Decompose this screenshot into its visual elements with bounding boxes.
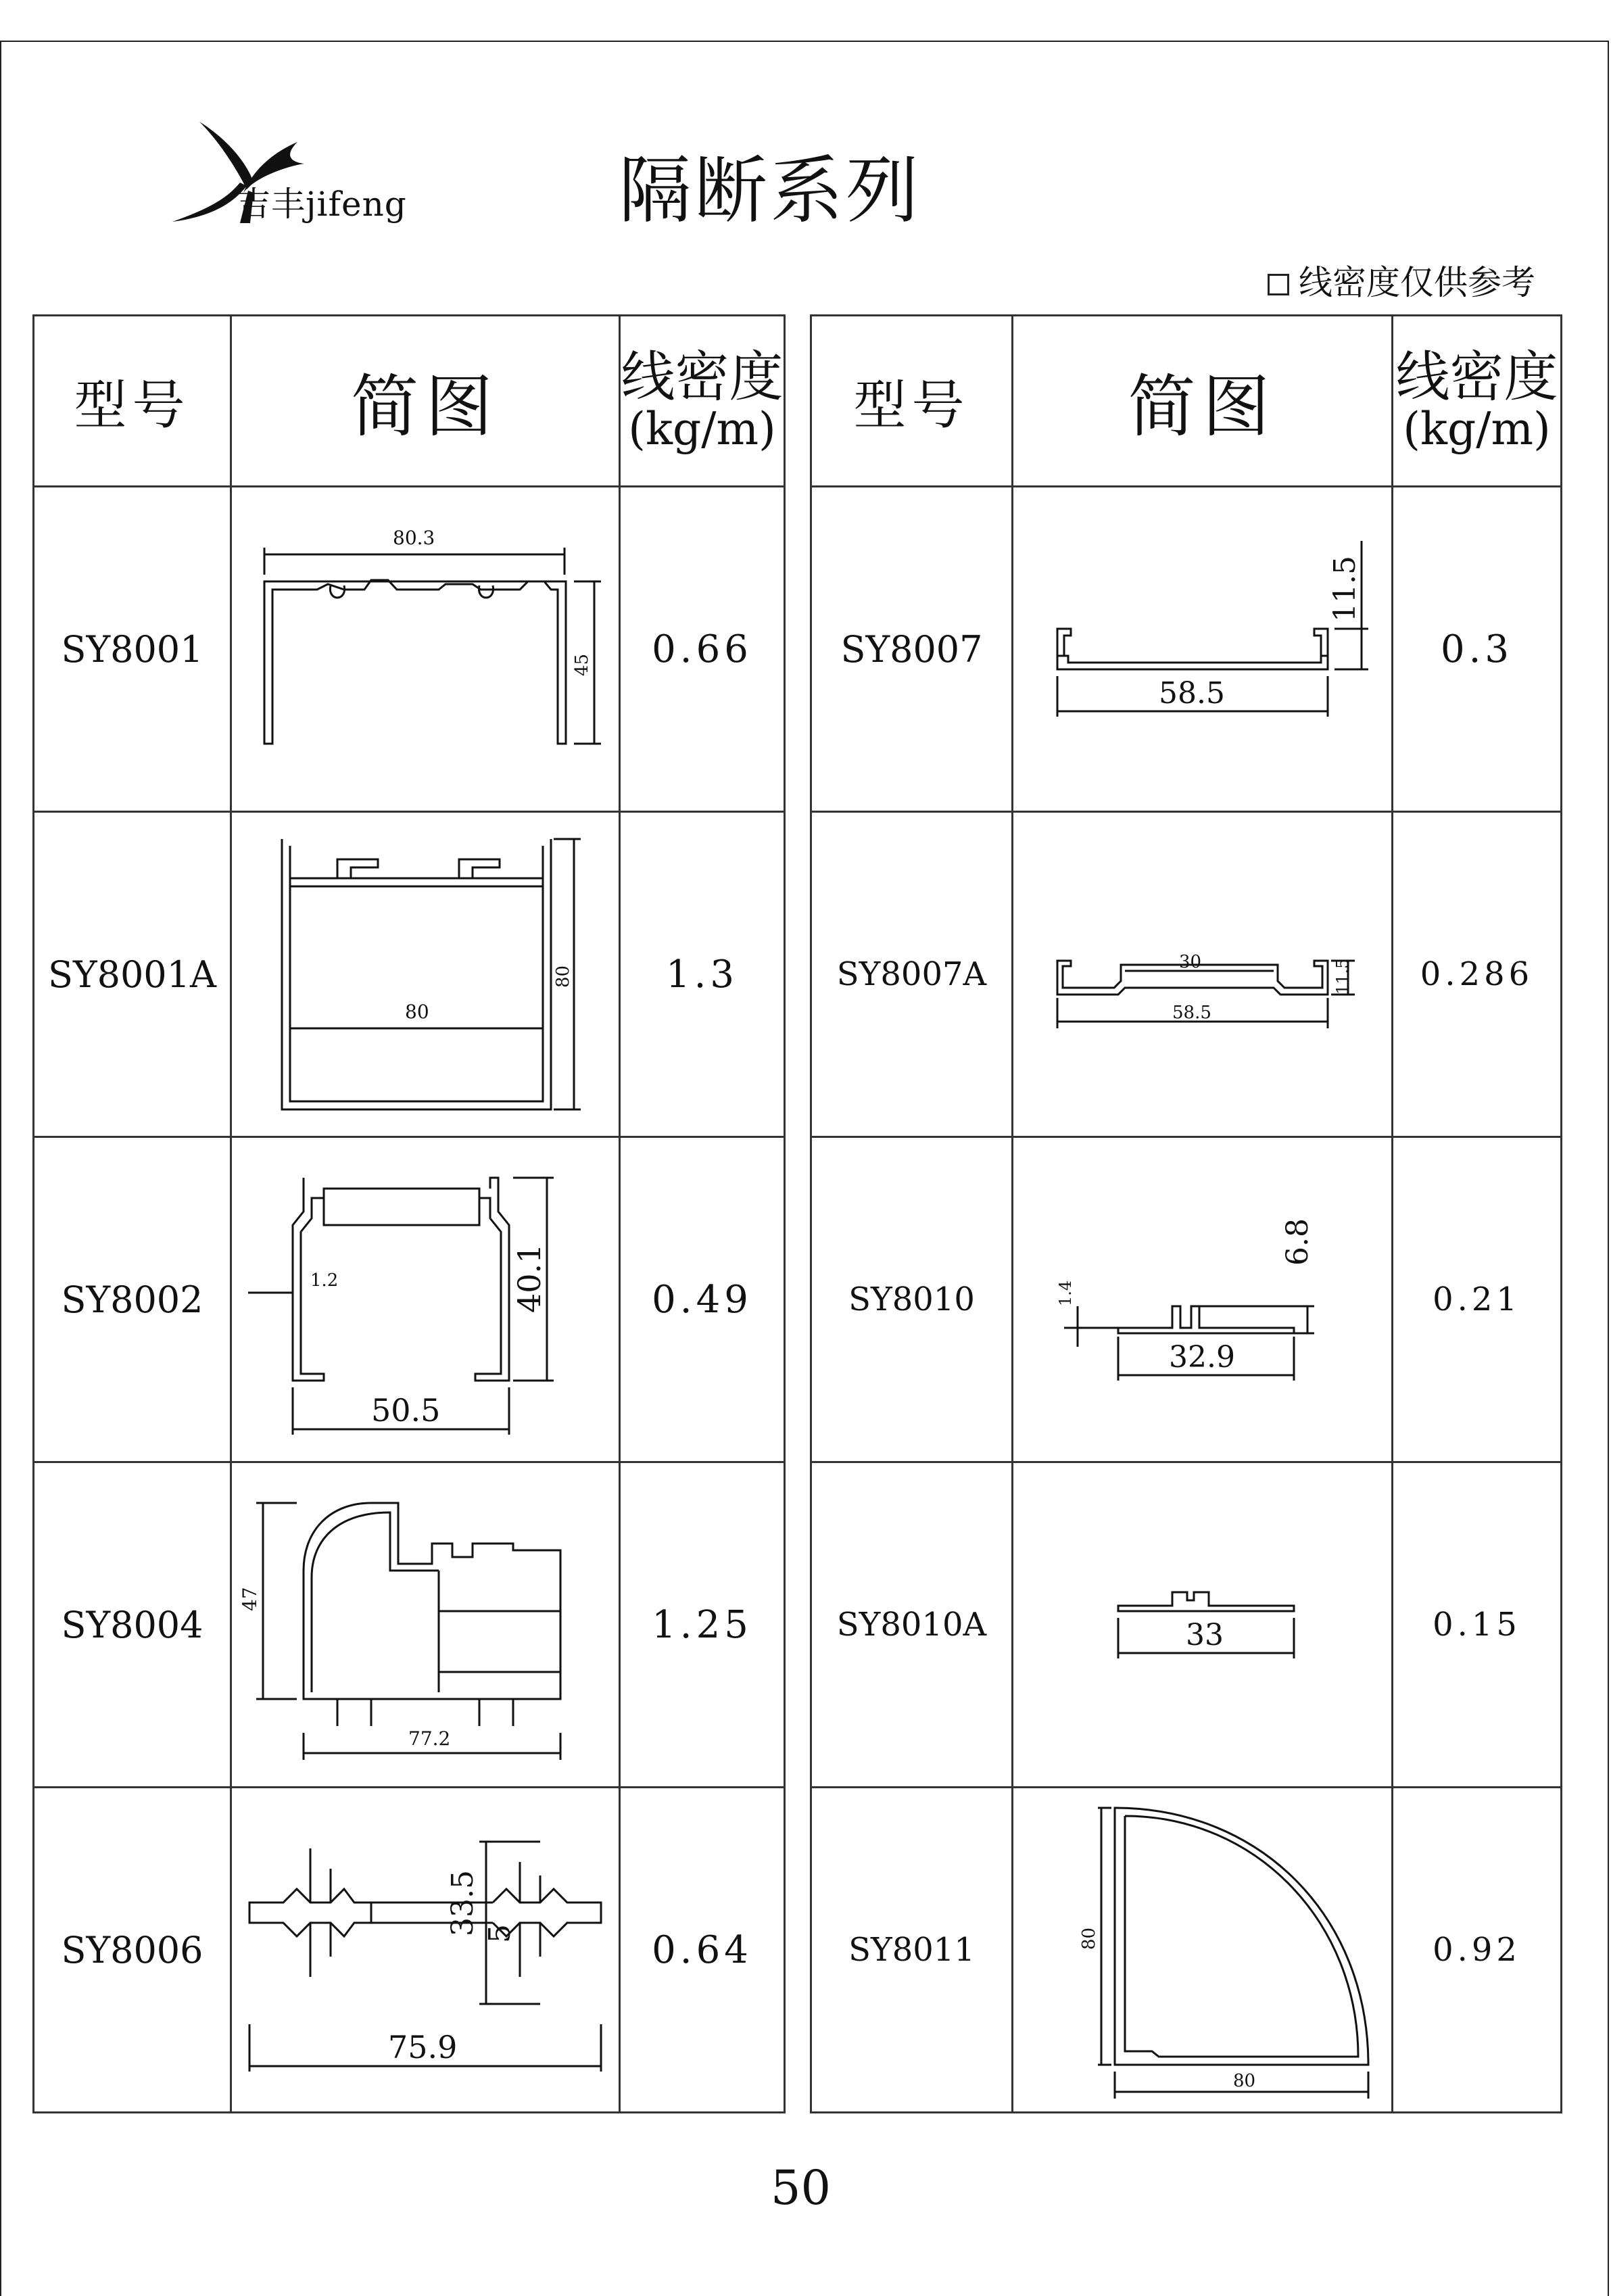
profile-drawing-sy8004	[236, 1476, 615, 1773]
checkbox-square-icon	[1268, 274, 1289, 295]
dim-thickness: 1.4	[1055, 1280, 1075, 1306]
dim-height: 33.5	[446, 1870, 480, 1936]
figure-cell	[1013, 1462, 1393, 1788]
profile-drawing-sy8010a	[1017, 1476, 1389, 1773]
model-cell: SY8007A	[811, 812, 1013, 1137]
profile-drawing-sy8011	[1017, 1794, 1389, 2105]
profile-drawing-sy8001	[236, 514, 615, 784]
figure-cell	[231, 1788, 620, 2113]
figure-cell	[231, 487, 620, 812]
model-cell: SY8006	[34, 1788, 231, 2113]
dim-width: 58.5	[1158, 676, 1225, 711]
profile-drawing-sy8007	[1017, 500, 1389, 798]
model-cell: SY8010A	[811, 1462, 1013, 1788]
density-cell: 1.3	[620, 812, 785, 1137]
density-cell: 0.49	[620, 1137, 785, 1462]
profile-drawing-sy8002	[236, 1151, 615, 1448]
header-figure: 简图	[1013, 316, 1393, 487]
header-model: 型号	[34, 316, 231, 487]
table-row	[811, 1462, 1562, 1788]
density-cell: 0.286	[1393, 812, 1562, 1137]
density-cell: 1.25	[620, 1462, 785, 1788]
table-row	[34, 1137, 785, 1462]
dim-width: 80	[405, 1001, 429, 1023]
dim-inner-width: 30	[1178, 952, 1201, 972]
profile-drawing-sy8006	[236, 1801, 615, 2099]
page-title: 隔断系列	[619, 149, 922, 233]
model-cell: SY8001	[34, 487, 231, 812]
dim-height: 80	[553, 965, 573, 988]
figure-cell	[1013, 1137, 1393, 1462]
table-row	[34, 812, 785, 1137]
figure-cell	[1013, 812, 1393, 1137]
dim-width: 50.5	[371, 1392, 441, 1429]
note-text: 线密度仅供参考	[1299, 263, 1535, 302]
header-density	[1393, 316, 1562, 487]
figure-cell	[1013, 487, 1393, 812]
dim-height: 6.8	[1280, 1218, 1315, 1266]
header-density-unit: (kg/m)	[628, 403, 776, 456]
figure-cell	[231, 1137, 620, 1462]
page-number: 50	[771, 2160, 832, 2216]
dim-height-2: 5	[483, 1924, 517, 1943]
model-cell: SY8004	[34, 1462, 231, 1788]
dim-height: 45	[572, 653, 592, 676]
table-row	[34, 487, 785, 812]
logo-text: 吉丰jifeng	[237, 185, 407, 224]
dim-width: 77.2	[408, 1727, 451, 1750]
dim-width: 32.9	[1168, 1340, 1235, 1374]
header-figure: 简图	[231, 316, 620, 487]
catalog-table-left	[32, 314, 786, 2113]
table-row	[34, 1788, 785, 2113]
header-density-label: 线密度	[621, 345, 784, 409]
density-cell: 0.92	[1393, 1788, 1562, 2113]
profile-drawing-sy8001a	[236, 826, 615, 1123]
model-cell: SY8010	[811, 1137, 1013, 1462]
table-header-row	[34, 316, 785, 487]
catalog-table-right	[810, 314, 1562, 2113]
profile-drawing-sy8007a	[1017, 826, 1389, 1123]
header-density-label: 线密度	[1395, 345, 1558, 409]
table-row	[811, 812, 1562, 1137]
dim-height: 40.1	[511, 1243, 548, 1313]
dim-height: 11.5	[1327, 556, 1362, 622]
density-cell: 0.66	[620, 487, 785, 812]
dim-thickness: 1.2	[310, 1270, 339, 1291]
figure-cell	[231, 812, 620, 1137]
dim-width: 58.5	[1172, 1003, 1211, 1023]
density-cell: 0.3	[1393, 487, 1562, 812]
dim-height: 11.5	[1332, 958, 1352, 995]
model-cell: SY8007	[811, 487, 1013, 812]
table-row	[34, 1462, 785, 1788]
model-cell: SY8002	[34, 1137, 231, 1462]
model-cell: SY8011	[811, 1788, 1013, 2113]
figure-cell	[1013, 1788, 1393, 2113]
density-cell: 0.64	[620, 1788, 785, 2113]
dim-height: 47	[239, 1587, 261, 1611]
density-cell: 0.21	[1393, 1137, 1562, 1462]
dim-height: 80	[1078, 1927, 1099, 1950]
reference-note	[1268, 256, 1535, 304]
header-density-unit: (kg/m)	[1403, 403, 1551, 456]
header-density	[620, 316, 785, 487]
dim-width: 80.3	[393, 527, 435, 549]
dim-width: 33	[1185, 1618, 1224, 1652]
header-model: 型号	[811, 316, 1013, 487]
density-cell: 0.15	[1393, 1462, 1562, 1788]
table-header-row	[811, 316, 1562, 487]
profile-drawing-sy8010	[1017, 1151, 1389, 1448]
figure-cell	[231, 1462, 620, 1788]
table-row	[811, 487, 1562, 812]
dim-width: 75.9	[388, 2029, 458, 2065]
table-row	[811, 1788, 1562, 2113]
table-row	[811, 1137, 1562, 1462]
dim-width: 80	[1232, 2071, 1255, 2091]
model-cell: SY8001A	[34, 812, 231, 1137]
